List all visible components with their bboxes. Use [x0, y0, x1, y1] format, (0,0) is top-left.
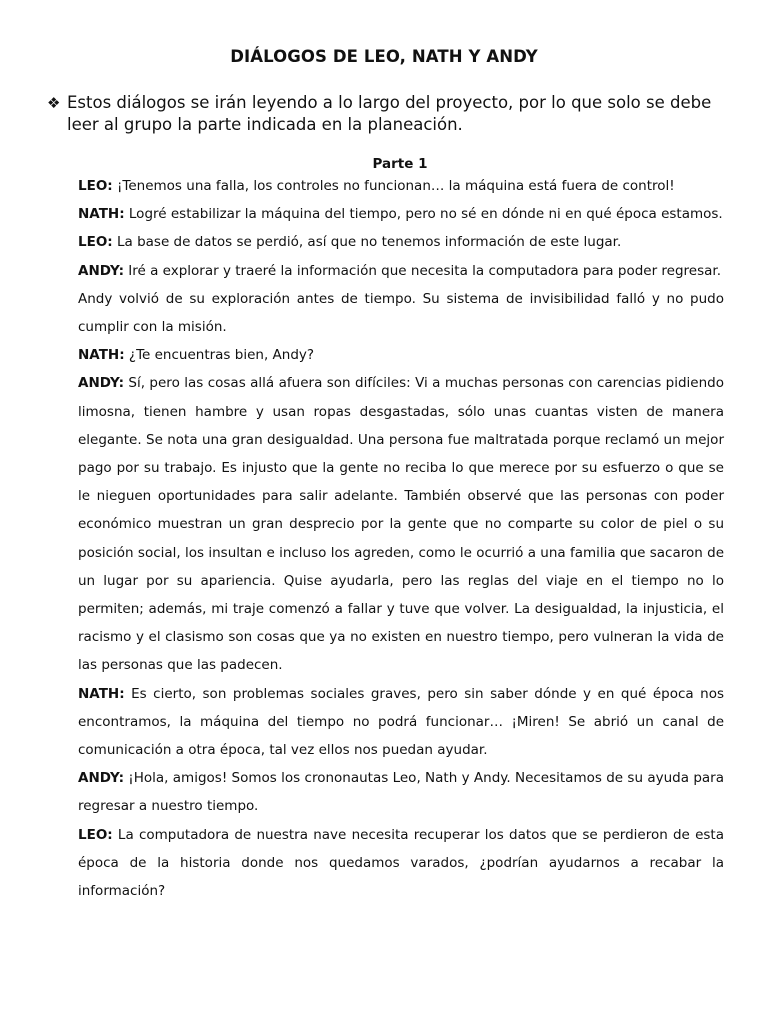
dialogue-text: Es cierto, son problemas sociales graves, pero sin saber dónde y en qué época nos encontramos, la máquina del tiempo no podrá funcionar… ¡Miren! Se abrió un canal de comunicación a otra época, tal vez ellos nos puedan ayudar.	[78, 685, 724, 759]
dialogue-line	[78, 764, 724, 820]
dialogue-line	[78, 341, 724, 369]
narration-text: Andy volvió de su exploración antes de tiempo. Su sistema de invisibilidad falló y no pudo cumplir con la misión.	[78, 290, 724, 336]
speaker-label: ANDY:	[78, 262, 124, 279]
dialogue-line	[78, 200, 724, 228]
dialogue-line	[78, 228, 724, 256]
diamond-bullet-icon: ❖	[47, 94, 61, 112]
speaker-label: NATH:	[78, 206, 125, 223]
speaker-label: NATH:	[78, 685, 125, 702]
speaker-label: NATH:	[78, 347, 125, 364]
dialogue-line	[78, 257, 724, 285]
speaker-label: LEO:	[78, 234, 113, 251]
dialogue-line	[78, 821, 724, 906]
part-title: Parte 1	[372, 156, 428, 172]
speaker-label: ANDY:	[78, 770, 124, 787]
dialogue-line	[78, 369, 724, 679]
dialogue-text: La base de datos se perdió, así que no tenemos información de este lugar.	[112, 234, 622, 251]
dialogue-text: Logré estabilizar la máquina del tiempo, pero no sé en dónde ni en qué época estamos.	[124, 206, 723, 223]
dialogue-text: ¿Te encuentras bien, Andy?	[124, 347, 315, 364]
dialogue-text: Iré a explorar y traeré la información que necesita la computadora para poder regresar.	[123, 262, 722, 279]
dialogue-transcript	[78, 172, 724, 905]
document-title: DIÁLOGOS DE LEO, NATH Y ANDY	[230, 47, 538, 66]
dialogue-text: La computadora de nuestra nave necesita recuperar los datos que se perdieron de esta época de la historia donde nos quedamos varados, ¿podrían ayudarnos a recabar la información?	[78, 826, 724, 900]
narration-line	[78, 285, 724, 341]
project-note	[40, 92, 730, 136]
dialogue-line	[78, 680, 724, 765]
dialogue-text: ¡Hola, amigos! Somos los crononautas Leo, Nath y Andy. Necesitamos de su ayuda para regresar a nuestro tiempo.	[78, 770, 724, 815]
dialogue-text: ¡Tenemos una falla, los controles no funcionan… la máquina está fuera de control!	[112, 178, 675, 194]
dialogue-line	[78, 172, 724, 200]
speaker-label: ANDY:	[78, 375, 124, 392]
speaker-label: LEO:	[78, 178, 113, 194]
project-note-text: Estos diálogos se irán leyendo a lo largo del proyecto, por lo que solo se debe leer al grupo la parte indicada en la planeación.	[67, 93, 712, 134]
speaker-label: LEO:	[78, 826, 113, 843]
dialogue-text: Sí, pero las cosas allá afuera son difíciles: Vi a muchas personas con carencias pidiendo limosna, tienen hambre y usan ropas desgastadas, sólo unas cuantas visten de manera elegante. Se nota una gran desigualdad. Una persona fue maltratada porque reclamó un mejor pago por su trabajo. Es injusto que la gente no reciba lo que merece por su esfuerzo o que se le nieguen oportunidades para salir adelante. También observé que las personas con poder económico muestran un gran desprecio por la gente que no comparte su color de piel o su posición social, los insultan e incluso los agreden, como le ocurrió a una familia que sacaron de un lugar por su apariencia. Quise ayudarla, pero las reglas del viaje en el tiempo no lo permiten; además, mi traje comenzó a fallar y tuve que volver. La desigualdad, la injusticia, el racismo y el clasismo son cosas que ya no existen en nuestro tiempo, pero vulneran la vida de las personas que las padecen.	[78, 375, 724, 674]
